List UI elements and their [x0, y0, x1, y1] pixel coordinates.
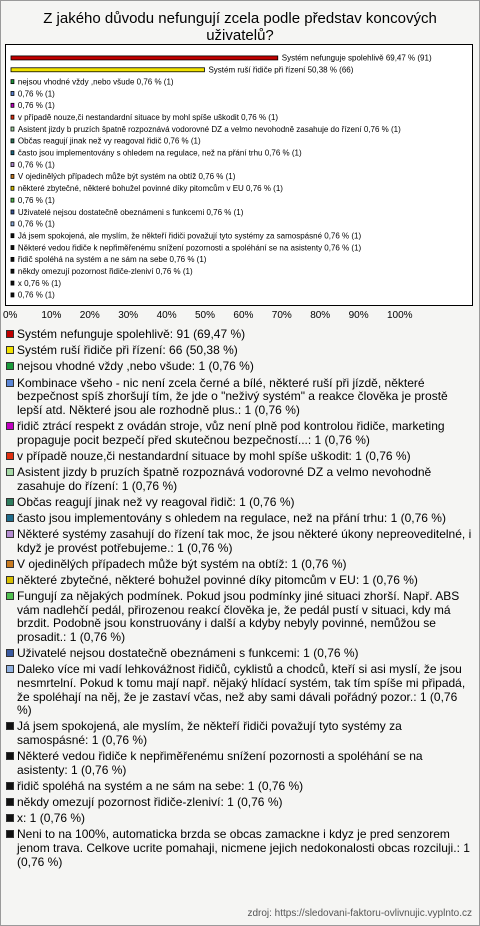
legend-separator: : [63, 630, 70, 644]
legend-separator: : [413, 689, 420, 704]
legend-percent: (50,38 %) [182, 343, 238, 358]
legend-label: Kombinace všeho - nic není zcela černé a bílé, některé ruší při jízdě, některé bezpečnost spíš zhoršují tím, že jde o "neživý systém" a reakce člověka je prostě lepší atd. Některé jsou ale rozhodně plus. [17, 375, 448, 417]
x-axis [0, 308, 480, 324]
bar-label-21: 0,76 % (1) [17, 290, 55, 300]
bar-label-16: Já jsem spokojená, ale myslím, že někteří řidiči považují tyto systémy za samospásné 0,76 % (1) [17, 231, 362, 241]
x-tick-label: 50% [195, 310, 216, 321]
bar-label-5: 0,76 % (1) [17, 101, 55, 111]
legend-swatch [6, 422, 14, 430]
legend-percent: (0,76 %) [254, 778, 304, 793]
legend-swatch [6, 468, 14, 476]
legend-item [5, 574, 475, 588]
bar-label-20: x 0,76 % (1) [17, 278, 62, 288]
bar-label-4: 0,76 % (1) [17, 89, 55, 99]
legend-percent: (0,76 %) [36, 811, 86, 826]
legend-item [5, 420, 475, 447]
legend-label: řidič spoléhá na systém a ne sám na sebe [17, 778, 242, 793]
legend-count: 1 [355, 448, 362, 463]
legend-label: Daleko více mi vadí lehkovážnost řidičů, cyklistů a chodců, kteří si asi myslí, že jsou nesmrtelní. Pokud k tomu mají např. nějaký hlídací systém, tak tím spíše mi připadá, že spoléhají na něj, že je zastaví včas, než aby sami dávali pořádný pozor. [17, 662, 466, 704]
legend-percent: (0,76 %) [17, 854, 63, 869]
bar-16 [11, 234, 14, 238]
legend-count: 1 [463, 841, 470, 856]
bar-12 [11, 186, 14, 190]
legend-separator: : [307, 432, 315, 447]
x-tick-label: 60% [233, 310, 254, 321]
legend-swatch [6, 452, 14, 460]
legend-item [5, 796, 475, 810]
legend-count: 1 [390, 510, 398, 525]
legend-swatch [6, 346, 14, 354]
legend-percent: (0,76 %) [233, 795, 283, 810]
legend-swatch [6, 722, 14, 730]
bar-2 [11, 68, 204, 72]
bar-3 [11, 80, 14, 84]
source-note: zdroj: https://sledovani-faktoru-ovlivnujic.vyplnto.cz [247, 908, 472, 919]
legend-swatch [6, 782, 14, 790]
legend-percent: (0,76 %) [369, 573, 418, 588]
legend-item [5, 558, 475, 572]
x-tick-label: 100% [387, 310, 413, 321]
x-tick-label: 70% [271, 310, 292, 321]
legend-label: některé zbytečné, některé bohužel povinné díky pitomcům v EU [17, 573, 356, 588]
legend-item [5, 512, 475, 526]
legend-percent: (0,76 %) [245, 494, 295, 509]
bar-label-2: Systém ruší řidiče při řízení 50,38 % (66) [208, 65, 354, 75]
legend-count: 1 [247, 778, 255, 793]
legend-swatch [6, 592, 14, 600]
legend-separator: : [85, 732, 92, 747]
legend-swatch [6, 330, 14, 338]
bar-label-17: Některé vedou řidiče k nepřiměřenému snížení pozornosti a spoléhání se na asistenty 0,76 % (1) [17, 243, 362, 253]
legend-label: nejsou vhodné vždy ,nebo všude [17, 359, 192, 374]
bar-label-15: 0,76 % (1) [17, 219, 55, 229]
legend-label: Já jsem spokojená, ale myslím, že někteří řidiči považují tyto systémy za samospásné [17, 719, 402, 747]
legend-item [5, 466, 475, 493]
legend-swatch [6, 830, 14, 838]
bar-label-19: někdy omezují pozornost řidiče-zleniví 0,76 % (1) [17, 267, 193, 277]
legend-item [5, 828, 475, 869]
bar-label-1: Systém nefunguje spolehlivě 69,47 % (91) [281, 53, 432, 63]
bar-10 [11, 163, 14, 167]
bar-label-10: 0,76 % (1) [17, 160, 55, 170]
legend-item [5, 780, 475, 794]
legend-swatch [6, 752, 14, 760]
legend-item [5, 344, 475, 358]
legend-percent: (0,76 %) [361, 448, 411, 463]
legend-separator: : [241, 778, 248, 793]
x-tick-label: 0% [3, 310, 18, 321]
legend-separator: : [169, 327, 177, 341]
legend-count: 1 [244, 402, 252, 417]
legend-separator: : [162, 343, 170, 358]
legend-count: 1 [198, 359, 206, 374]
bar-11 [11, 174, 14, 178]
bar-label-7: Asistent jizdy b pruzích špatně rozpoznává vodorovné DZ a velmo nevohodně zasahuje do řízení 0,76 % (1) [17, 124, 401, 134]
bar-label-14: Uživatelé nejsou dostatečně obeznámeni s funkcemi 0,76 % (1) [17, 207, 244, 217]
x-tick-label: 20% [79, 310, 100, 321]
legend-separator: : [170, 540, 178, 555]
legend-label: Systém nefunguje spolehlivě [17, 327, 170, 341]
bar-8 [11, 139, 14, 143]
legend-item [5, 360, 475, 374]
bar-label-13: 0,76 % (1) [17, 195, 55, 205]
x-tick-label: 90% [348, 310, 369, 321]
legend-separator: : [237, 402, 245, 417]
legend-label: V ojedinělých případech může být systém na obtíž [17, 556, 285, 571]
x-tick-label: 10% [41, 310, 62, 321]
legend-label: Systém ruší řidiče při řízení [17, 343, 163, 358]
legend-item [5, 812, 475, 826]
legend-separator: : [348, 448, 356, 463]
legend-swatch [6, 530, 14, 538]
legend-percent: (0,76 %) [98, 732, 148, 747]
legend-item [5, 720, 475, 747]
legend-percent: (69,47 %) [189, 327, 246, 341]
bar-7 [11, 127, 14, 131]
legend-item [5, 647, 475, 661]
legend-separator: : [115, 478, 122, 493]
legend-percent: (0,76 %) [397, 510, 446, 525]
legend-percent: (0,76 %) [17, 689, 458, 718]
legend-count: 1 [121, 478, 129, 493]
legend-percent: (0,76 %) [309, 646, 359, 661]
x-tick-label: 30% [118, 310, 139, 321]
legend-label: Některé systémy zasahují do řízení tak moc, že jsou některé úkony nepreoveditelné, i když je provést potřebujeme. [17, 527, 472, 555]
legend-percent: (0,76 %) [297, 556, 347, 571]
legend-item [5, 450, 475, 464]
legend-percent: (0,76 %) [321, 432, 370, 447]
bar-label-9: často jsou implementovány s ohledem na regulace, než na přání trhu 0,76 % (1) [17, 148, 302, 158]
legend-item [5, 328, 475, 342]
legend-swatch [6, 362, 14, 370]
legend-swatch [6, 514, 14, 522]
legend-swatch [6, 814, 14, 822]
legend-separator: : [220, 795, 228, 810]
legend-count: 1 [362, 573, 370, 588]
legend-label: Některé vedou řidiče k nepřiměřenému snížení pozornosti a spoléhání se na asistenty [17, 749, 423, 777]
legend-count: 1 [227, 795, 234, 810]
legend-separator: : [296, 646, 304, 661]
legend-percent: (0,76 %) [77, 762, 127, 777]
legend-count: 1 [69, 630, 77, 644]
legend-count: 1 [291, 556, 298, 571]
legend-count: 1 [71, 762, 78, 777]
legend-separator: : [383, 510, 391, 525]
bar-4 [11, 91, 14, 95]
legend-separator: : [23, 811, 30, 826]
legend-count: 91 [176, 327, 190, 341]
bar-label-6: v případě nouze,či nestandardní situace by mohl spíše uškodit 0,76 % (1) [17, 112, 279, 122]
legend-label: x [17, 811, 23, 826]
legend-count: 1 [419, 689, 427, 704]
legend-swatch [6, 576, 14, 584]
bar-20 [11, 281, 14, 285]
legend-separator: : [284, 556, 292, 571]
legend-swatch [6, 498, 14, 506]
legend-count: 1 [314, 432, 322, 447]
bar-15 [11, 222, 14, 226]
legend-item [5, 750, 475, 777]
legend-label: Uživatelé nejsou dostatečně obeznámeni s funkcemi [17, 646, 297, 661]
bar-chart-svg [6, 45, 472, 305]
legend-label: Asistent jizdy b pruzích špatně rozpoznává vodorovné DZ a velmo nevohodně zasahuje do řízení [17, 464, 432, 493]
legend-separator: : [232, 494, 240, 509]
legend-label: často jsou implementovány s ohledem na regulace, než na přání trhu [17, 510, 384, 525]
legend-item [5, 528, 475, 555]
bar-6 [11, 115, 14, 119]
bar-13 [11, 198, 14, 202]
legend-count: 1 [239, 494, 246, 509]
legend-swatch [6, 798, 14, 806]
bar-label-12: některé zbytečné, některé bohužel povinné díky pitomcům v EU 0,76 % (1) [17, 184, 283, 194]
legend-item [5, 377, 475, 418]
legend-percent: (0,76 %) [128, 478, 178, 493]
bar-18 [11, 257, 14, 261]
x-tick-label: 80% [310, 310, 331, 321]
legend [5, 328, 475, 872]
bar-17 [11, 246, 14, 250]
legend-percent: (0,76 %) [183, 540, 233, 555]
legend-swatch [6, 560, 14, 568]
legend-label: Občas reagují jinak než vy reagoval řidič [17, 494, 233, 509]
bar-label-18: řidič spoléhá na systém a ne sám na sebe 0,76 % (1) [17, 255, 207, 265]
legend-separator: : [64, 762, 72, 777]
plot-area [5, 44, 473, 306]
legend-label: Neni to na 100%, automaticka brzda se obcas zamackne i kdyz je pred senzorem jenom trava. Celkove ucrite pomahaji, nicmene jejich nedokonalosti obcas rozciluji. [17, 827, 457, 856]
legend-separator: : [355, 573, 363, 588]
legend-percent: (0,76 %) [205, 359, 254, 374]
legend-count: 1 [177, 540, 184, 555]
legend-separator: : [191, 359, 199, 374]
bar-9 [11, 151, 14, 155]
legend-count: 1 [303, 646, 310, 661]
legend-swatch [6, 665, 14, 673]
legend-swatch [6, 649, 14, 657]
legend-count: 66 [169, 343, 183, 358]
bar-19 [11, 269, 14, 273]
legend-count: 1 [29, 811, 37, 826]
chart-title: Z jakého důvodu nefungují zcela podle představ koncových uživatelů? [43, 10, 437, 44]
x-tick-label: 40% [156, 310, 177, 321]
legend-label: řidič ztrácí respekt z ovádán stroje, vůz není plně pod kontrolou řidiče, marketing propaguje pocit bezpečí před skutečnou bezpečností... [17, 418, 445, 447]
legend-count: 1 [91, 732, 99, 747]
bar-5 [11, 103, 14, 107]
legend-percent: (0,76 %) [251, 402, 300, 417]
legend-swatch [6, 379, 14, 387]
legend-item [5, 496, 475, 510]
bar-14 [11, 210, 14, 214]
legend-label: někdy omezují pozornost řidiče-zleniví [17, 795, 221, 810]
legend-label: v případě nouze,či nestandardní situace by mohl spíše uškodit [17, 448, 349, 463]
legend-separator: : [456, 841, 464, 856]
legend-label: Fungují za nějakých podmínek. Pokud jsou podmínky jiné situaci zhorší. Např. ABS vám nadlehčí pedál, přirozenou reakcí člověka je, že pedál pustí v situaci, kdy má brzdit. Podobně jsou konstruovány i další a kdyby nebyly povinné, nemůžou se prosadit. [17, 589, 460, 644]
legend-percent: (0,76 %) [76, 630, 126, 644]
bar-1 [11, 56, 278, 60]
bar-label-3: nejsou vhodné vždy ,nebo všude 0,76 % (1) [17, 77, 174, 87]
bar-label-11: V ojedinělých případech může být systém na obtíž 0,76 % (1) [17, 172, 236, 182]
legend-item [5, 590, 475, 644]
bar-21 [11, 293, 14, 297]
legend-item [5, 663, 475, 717]
bar-label-8: Občas reagují jinak než vy reagoval řidič 0,76 % (1) [17, 136, 201, 146]
